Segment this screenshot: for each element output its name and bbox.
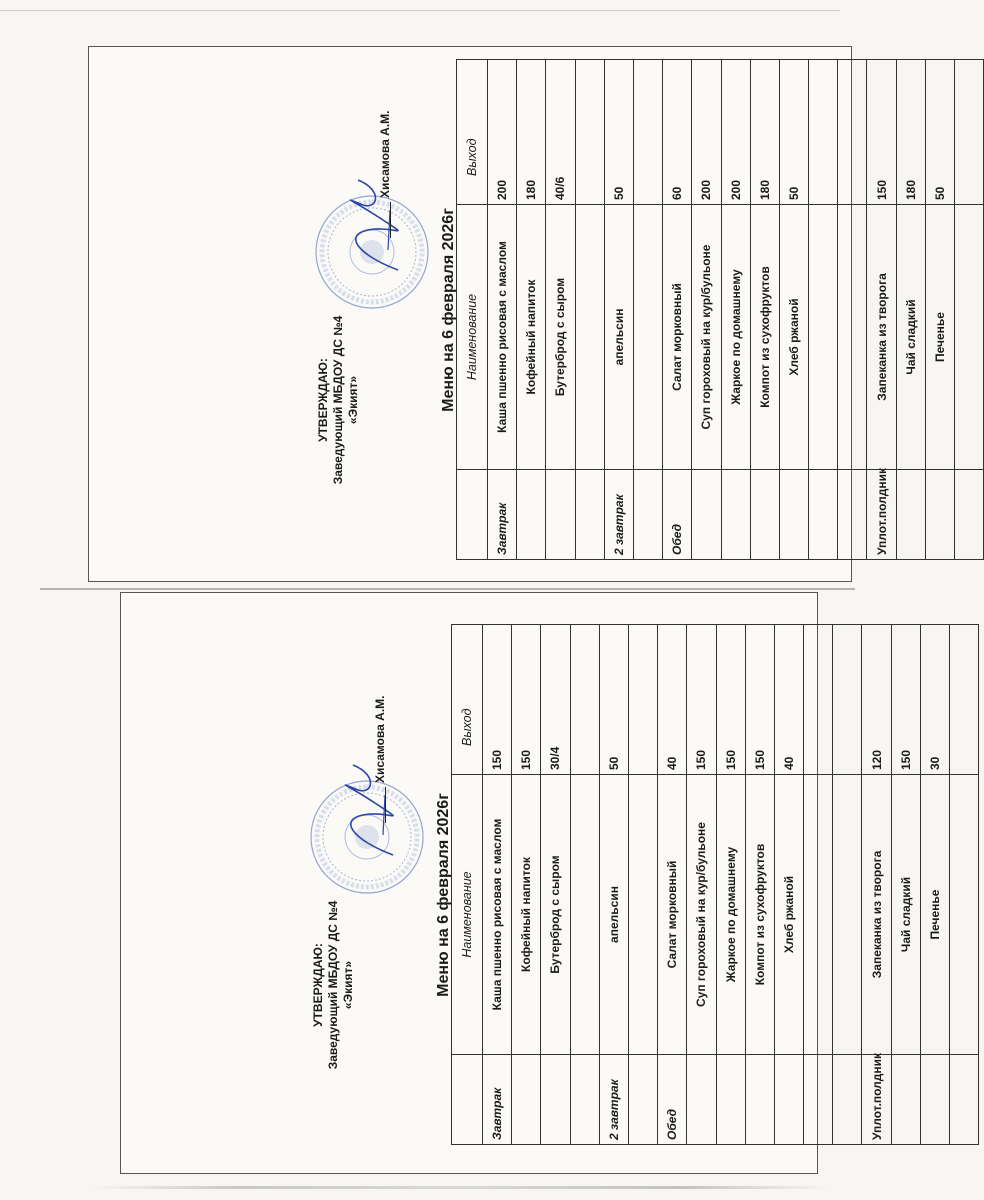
table-row bbox=[633, 60, 662, 560]
fold-line bbox=[40, 588, 855, 590]
dish-name-cell: Кофейный напиток bbox=[517, 205, 546, 470]
table-row bbox=[833, 625, 862, 1145]
table-row bbox=[838, 60, 867, 560]
table-row bbox=[663, 60, 692, 560]
dish-name-cell: Салат морковный bbox=[663, 205, 692, 470]
dish-name-cell: Печенье bbox=[925, 205, 954, 470]
meal-cell bbox=[809, 470, 838, 560]
portion-cell: 40 bbox=[774, 625, 803, 775]
scan-artifact-streak bbox=[90, 1186, 830, 1189]
dish-name-cell bbox=[838, 205, 867, 470]
portion-cell: 50 bbox=[925, 60, 954, 205]
meal-cell bbox=[745, 1055, 774, 1145]
table-row bbox=[745, 625, 774, 1145]
meal-cell bbox=[517, 470, 546, 560]
meal-cell bbox=[896, 470, 925, 560]
portion-cell: 150 bbox=[483, 625, 512, 775]
dish-name-cell: Жаркое по домашнему bbox=[716, 775, 745, 1055]
meal-cell bbox=[512, 1055, 541, 1145]
table-row bbox=[599, 625, 628, 1145]
table-row bbox=[809, 60, 838, 560]
meal-cell bbox=[955, 470, 984, 560]
meal-cell: Уплот.полдник bbox=[862, 1055, 891, 1145]
portion-cell bbox=[633, 60, 662, 205]
dish-name-column-header: Наименование bbox=[457, 205, 488, 470]
table-row bbox=[891, 625, 920, 1145]
table-row bbox=[750, 60, 779, 560]
portion-cell bbox=[804, 625, 833, 775]
meal-cell bbox=[833, 1055, 862, 1145]
table-row bbox=[774, 625, 803, 1145]
portion-cell bbox=[809, 60, 838, 205]
portion-cell bbox=[628, 625, 657, 775]
meal-cell bbox=[633, 470, 662, 560]
dish-name-cell: Жаркое по домашнему bbox=[721, 205, 750, 470]
dish-name-cell: Чай сладкий bbox=[891, 775, 920, 1055]
table-row bbox=[804, 625, 833, 1145]
dish-name-cell: Печенье bbox=[920, 775, 949, 1055]
table-row bbox=[779, 60, 808, 560]
meal-cell bbox=[721, 470, 750, 560]
dish-name-cell bbox=[833, 775, 862, 1055]
table-row bbox=[955, 60, 984, 560]
portion-cell: 50 bbox=[779, 60, 808, 205]
dish-name-cell bbox=[575, 205, 604, 470]
approval-line: Заведующий МБДОУ ДС №4 bbox=[326, 900, 340, 1070]
dish-name-cell: Каша пшенно рисовая с маслом bbox=[488, 205, 517, 470]
portion-column-header: Выход bbox=[457, 60, 488, 205]
meal-cell bbox=[891, 1055, 920, 1145]
meal-cell bbox=[687, 1055, 716, 1145]
portion-cell: 50 bbox=[599, 625, 628, 775]
meal-cell bbox=[804, 1055, 833, 1145]
portion-cell: 150 bbox=[745, 625, 774, 775]
meal-cell bbox=[950, 1055, 979, 1145]
meal-column-header bbox=[452, 1055, 483, 1145]
table-row bbox=[867, 60, 896, 560]
table-row bbox=[687, 625, 716, 1145]
table-row bbox=[920, 625, 949, 1145]
meal-cell: 2 завтрак bbox=[604, 470, 633, 560]
meal-cell bbox=[546, 470, 575, 560]
portion-cell: 50 bbox=[604, 60, 633, 205]
approval-block bbox=[311, 885, 356, 1085]
approval-block bbox=[316, 300, 361, 500]
meal-cell: Уплот.полдник bbox=[867, 470, 896, 560]
table-row bbox=[628, 625, 657, 1145]
meal-cell bbox=[920, 1055, 949, 1145]
dish-name-cell: Салат морковный bbox=[658, 775, 687, 1055]
dish-name-cell: Компот из сухофруктов bbox=[750, 205, 779, 470]
menu-sheet-lower bbox=[305, 600, 942, 1165]
dish-name-cell: Каша пшенно рисовая с маслом bbox=[483, 775, 512, 1055]
portion-cell: 150 bbox=[687, 625, 716, 775]
table-row bbox=[517, 60, 546, 560]
dish-name-cell: Кофейный напиток bbox=[512, 775, 541, 1055]
dish-name-cell bbox=[955, 205, 984, 470]
portion-cell bbox=[950, 625, 979, 775]
dish-name-cell: Чай сладкий bbox=[896, 205, 925, 470]
dish-name-cell: Бутерброд с сыром bbox=[541, 775, 570, 1055]
portion-cell: 180 bbox=[896, 60, 925, 205]
table-row bbox=[483, 625, 512, 1145]
meal-cell: Обед bbox=[658, 1055, 687, 1145]
portion-cell: 40 bbox=[658, 625, 687, 775]
meal-cell bbox=[575, 470, 604, 560]
dish-name-cell: Суп гороховый на кур/бульоне bbox=[692, 205, 721, 470]
dish-name-cell: Запеканка из творога bbox=[867, 205, 896, 470]
meal-cell: 2 завтрак bbox=[599, 1055, 628, 1145]
menu-sheet-upper bbox=[310, 55, 947, 580]
portion-cell bbox=[570, 625, 599, 775]
signer-name: Хисамова А.М. bbox=[378, 110, 392, 198]
portion-cell: 200 bbox=[692, 60, 721, 205]
portion-cell bbox=[575, 60, 604, 205]
portion-cell bbox=[833, 625, 862, 775]
meal-cell: Завтрак bbox=[488, 470, 517, 560]
portion-cell: 180 bbox=[750, 60, 779, 205]
dish-name-cell: апельсин bbox=[604, 205, 633, 470]
approval-line: УТВЕРЖДАЮ: bbox=[311, 943, 325, 1027]
meal-cell bbox=[541, 1055, 570, 1145]
meal-column-header bbox=[457, 470, 488, 560]
dish-name-cell: Бутерброд с сыром bbox=[546, 205, 575, 470]
meal-cell bbox=[774, 1055, 803, 1145]
table-row bbox=[950, 625, 979, 1145]
portion-cell: 40/6 bbox=[546, 60, 575, 205]
portion-cell: 150 bbox=[867, 60, 896, 205]
scan-top-edge bbox=[0, 10, 840, 11]
portion-cell: 200 bbox=[721, 60, 750, 205]
portion-cell: 30/4 bbox=[541, 625, 570, 775]
table-row bbox=[604, 60, 633, 560]
dish-name-cell: Компот из сухофруктов bbox=[745, 775, 774, 1055]
table-row bbox=[925, 60, 954, 560]
meal-cell bbox=[628, 1055, 657, 1145]
dish-name-cell bbox=[633, 205, 662, 470]
menu-table bbox=[456, 59, 984, 560]
portion-cell: 150 bbox=[891, 625, 920, 775]
portion-cell bbox=[838, 60, 867, 205]
table-row bbox=[546, 60, 575, 560]
meal-cell bbox=[716, 1055, 745, 1145]
meal-cell bbox=[570, 1055, 599, 1145]
menu-title: Меню на 6 февраля 2026г bbox=[440, 208, 457, 412]
dish-name-cell bbox=[628, 775, 657, 1055]
table-row bbox=[721, 60, 750, 560]
meal-cell bbox=[925, 470, 954, 560]
dish-name-cell: Запеканка из творога bbox=[862, 775, 891, 1055]
portion-cell: 150 bbox=[716, 625, 745, 775]
dish-name-cell bbox=[809, 205, 838, 470]
table-row bbox=[570, 625, 599, 1145]
portion-cell: 120 bbox=[862, 625, 891, 775]
table-row bbox=[658, 625, 687, 1145]
portion-column-header: Выход bbox=[452, 625, 483, 775]
table-row bbox=[541, 625, 570, 1145]
table-row bbox=[896, 60, 925, 560]
table-row bbox=[716, 625, 745, 1145]
portion-cell: 200 bbox=[488, 60, 517, 205]
meal-cell: Обед bbox=[663, 470, 692, 560]
dish-name-cell: Хлеб ржаной bbox=[774, 775, 803, 1055]
header-row bbox=[452, 625, 483, 1145]
signature-line bbox=[385, 787, 386, 823]
menu-table bbox=[451, 624, 979, 1145]
menu-title: Меню на 6 февраля 2026г bbox=[435, 793, 452, 997]
dish-name-cell bbox=[804, 775, 833, 1055]
meal-cell bbox=[779, 470, 808, 560]
signer-name: Хисамова А.М. bbox=[373, 695, 387, 783]
table-row bbox=[512, 625, 541, 1145]
portion-cell: 180 bbox=[517, 60, 546, 205]
signature-line bbox=[390, 202, 391, 238]
portion-cell: 30 bbox=[920, 625, 949, 775]
portion-cell: 60 bbox=[663, 60, 692, 205]
dish-name-cell: Суп гороховый на кур/бульоне bbox=[687, 775, 716, 1055]
meal-cell bbox=[750, 470, 779, 560]
approval-line: «Экият» bbox=[341, 960, 355, 1010]
dish-name-cell bbox=[950, 775, 979, 1055]
approval-line: Заведующий МБДОУ ДС №4 bbox=[331, 315, 345, 485]
table-row bbox=[575, 60, 604, 560]
dish-name-cell bbox=[570, 775, 599, 1055]
approval-line: УТВЕРЖДАЮ: bbox=[316, 358, 330, 442]
meal-cell bbox=[838, 470, 867, 560]
portion-cell: 150 bbox=[512, 625, 541, 775]
table-row bbox=[862, 625, 891, 1145]
dish-name-cell: Хлеб ржаной bbox=[779, 205, 808, 470]
signature bbox=[328, 170, 418, 280]
meal-cell bbox=[692, 470, 721, 560]
dish-name-cell: апельсин bbox=[599, 775, 628, 1055]
table-row bbox=[692, 60, 721, 560]
header-row bbox=[457, 60, 488, 560]
approval-line: «Экият» bbox=[346, 375, 360, 425]
table-row bbox=[488, 60, 517, 560]
signature bbox=[323, 755, 413, 865]
portion-cell bbox=[955, 60, 984, 205]
dish-name-column-header: Наименование bbox=[452, 775, 483, 1055]
meal-cell: Завтрак bbox=[483, 1055, 512, 1145]
